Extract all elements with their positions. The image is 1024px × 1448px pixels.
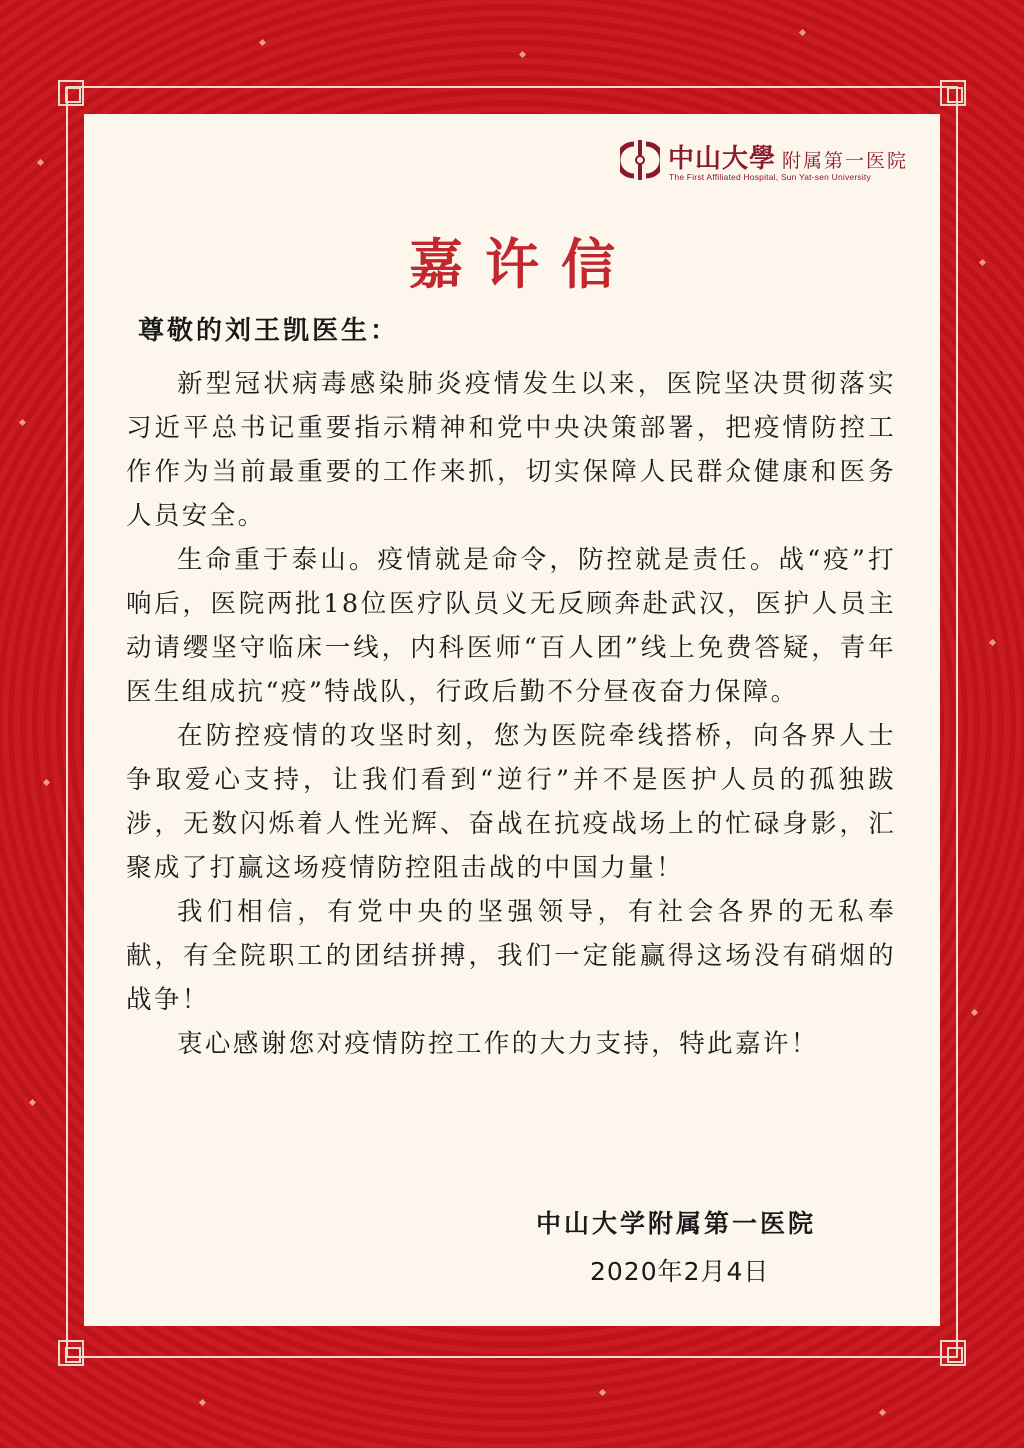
hospital-department: 附属第一医院 [782,150,909,172]
hospital-emblem-icon [620,138,660,182]
paragraph: 衷心感谢您对疫情防控工作的大力支持，特此嘉许！ [177,1029,819,1059]
university-name: 中山大學 [668,144,777,174]
paragraph: 新型冠状病毒感染肺炎疫情发生以来，医院坚决贯彻落实习近平总书记重要指示精神和党中央决策部署，把疫情防控工作作为当前最重要的工作来抓，切实保障人民群众健康和医务人员安全。 [126,369,896,531]
frame-corner-ornament [940,1340,966,1366]
hospital-name-en: The First Affiliated Hospital, Sun Yat-sen University [669,172,871,182]
paragraph: 生命重于泰山。疫情就是命令，防控就是责任。战“疫”打响后，医院两批18位医疗队员义无反顾奔赴武汉，医护人员主动请缨坚守临床一线，内科医师“百人团”线上免费答疑，青年医生组成抗“疫”特战队，行政后勤不分昼夜奋力保障。 [126,545,896,707]
letter-title: 嘉许信 [409,232,637,296]
paragraph: 我们相信，有党中央的坚强领导，有社会各界的无私奉献，有全院职工的团结拼搏，我们一定能赢得这场没有硝烟的战争！ [126,897,896,1015]
letter-paper [84,114,940,1326]
signature: 中山大学附属第一医院 [536,1209,817,1238]
letter-body [126,362,896,1066]
letter-date: 2020年2月4日 [590,1257,770,1286]
hospital-logo [620,138,920,190]
frame-corner-ornament [940,80,966,106]
frame-corner-ornament [58,80,84,106]
frame-corner-ornament [58,1340,84,1366]
hospital-name-cn [668,138,908,175]
salutation: 尊敬的刘王凯医生： [138,316,400,346]
paragraph: 在防控疫情的攻坚时刻，您为医院牵线搭桥，向各界人士争取爱心支持，让我们看到“逆行”并不是医护人员的孤独跋涉，无数闪烁着人性光辉、奋战在抗疫战场上的忙碌身影，汇聚成了打赢这场疫情防控阻击战的中国力量！ [126,721,896,883]
